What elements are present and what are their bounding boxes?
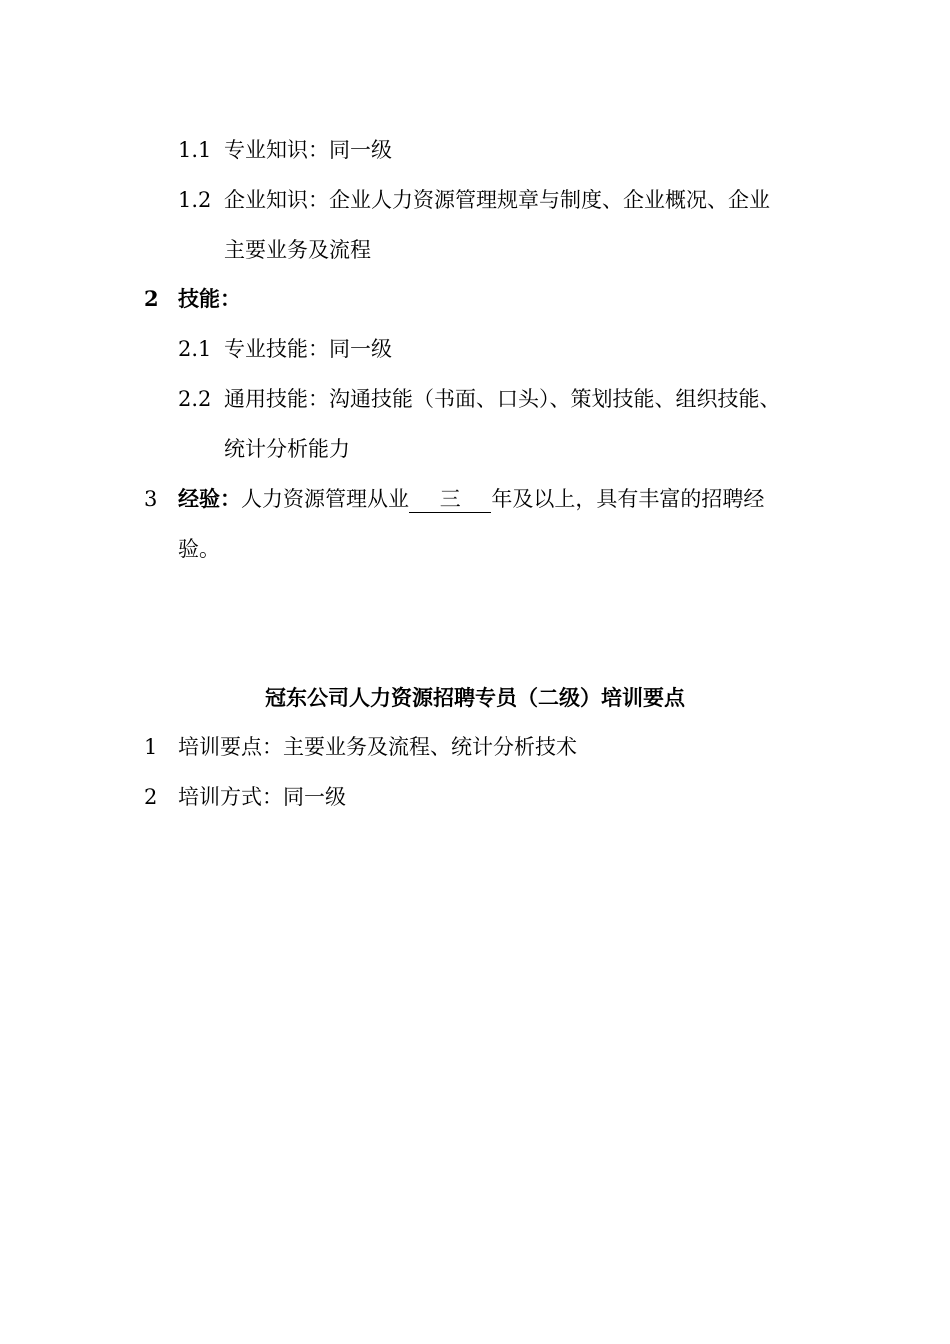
item-2-2 [178, 384, 878, 414]
item-number: 2.1 [178, 337, 212, 361]
item-2-2-continuation [224, 434, 350, 464]
years-value: 三 [439, 487, 461, 511]
item-text: 主要业务及流程 [224, 238, 371, 262]
item-number: 2.2 [178, 387, 212, 411]
item-3 [144, 484, 844, 514]
item-text: 年及以上，具有丰富的招聘经 [491, 487, 765, 511]
item-text: 人力资源管理从业 [241, 487, 409, 511]
item-1-2-continuation [224, 235, 371, 265]
item-2 [144, 284, 444, 314]
item-number: 3 [144, 487, 158, 511]
training-item [144, 782, 844, 812]
item-text: 培训方式：同一级 [178, 785, 346, 809]
item-3-continuation [178, 534, 220, 564]
item-number: 2 [144, 286, 159, 311]
item-1-1 [178, 135, 878, 165]
item-2-1 [178, 334, 878, 364]
item-heading: 经验： [178, 486, 241, 511]
item-text: 专业知识：同一级 [224, 138, 392, 162]
years-blank-field [409, 486, 491, 513]
item-number: 1.1 [178, 138, 212, 162]
item-number: 1.2 [178, 188, 212, 212]
training-title: 冠东公司人力资源招聘专员（二级）培训要点 [265, 685, 685, 710]
item-text: 企业知识：企业人力资源管理规章与制度、企业概况、企业 [224, 188, 770, 212]
item-text: 通用技能：沟通技能（书面、口头）、策划技能、组织技能、 [224, 387, 781, 411]
item-number: 1 [144, 735, 158, 759]
item-text: 培训要点：主要业务及流程、统计分析技术 [178, 735, 577, 759]
item-1-2 [178, 185, 878, 215]
item-text: 专业技能：同一级 [224, 337, 392, 361]
item-number: 2 [144, 785, 158, 809]
item-text: 验。 [178, 537, 220, 561]
training-item [144, 732, 844, 762]
item-text: 统计分析能力 [224, 437, 350, 461]
item-heading: 技能： [178, 286, 241, 311]
